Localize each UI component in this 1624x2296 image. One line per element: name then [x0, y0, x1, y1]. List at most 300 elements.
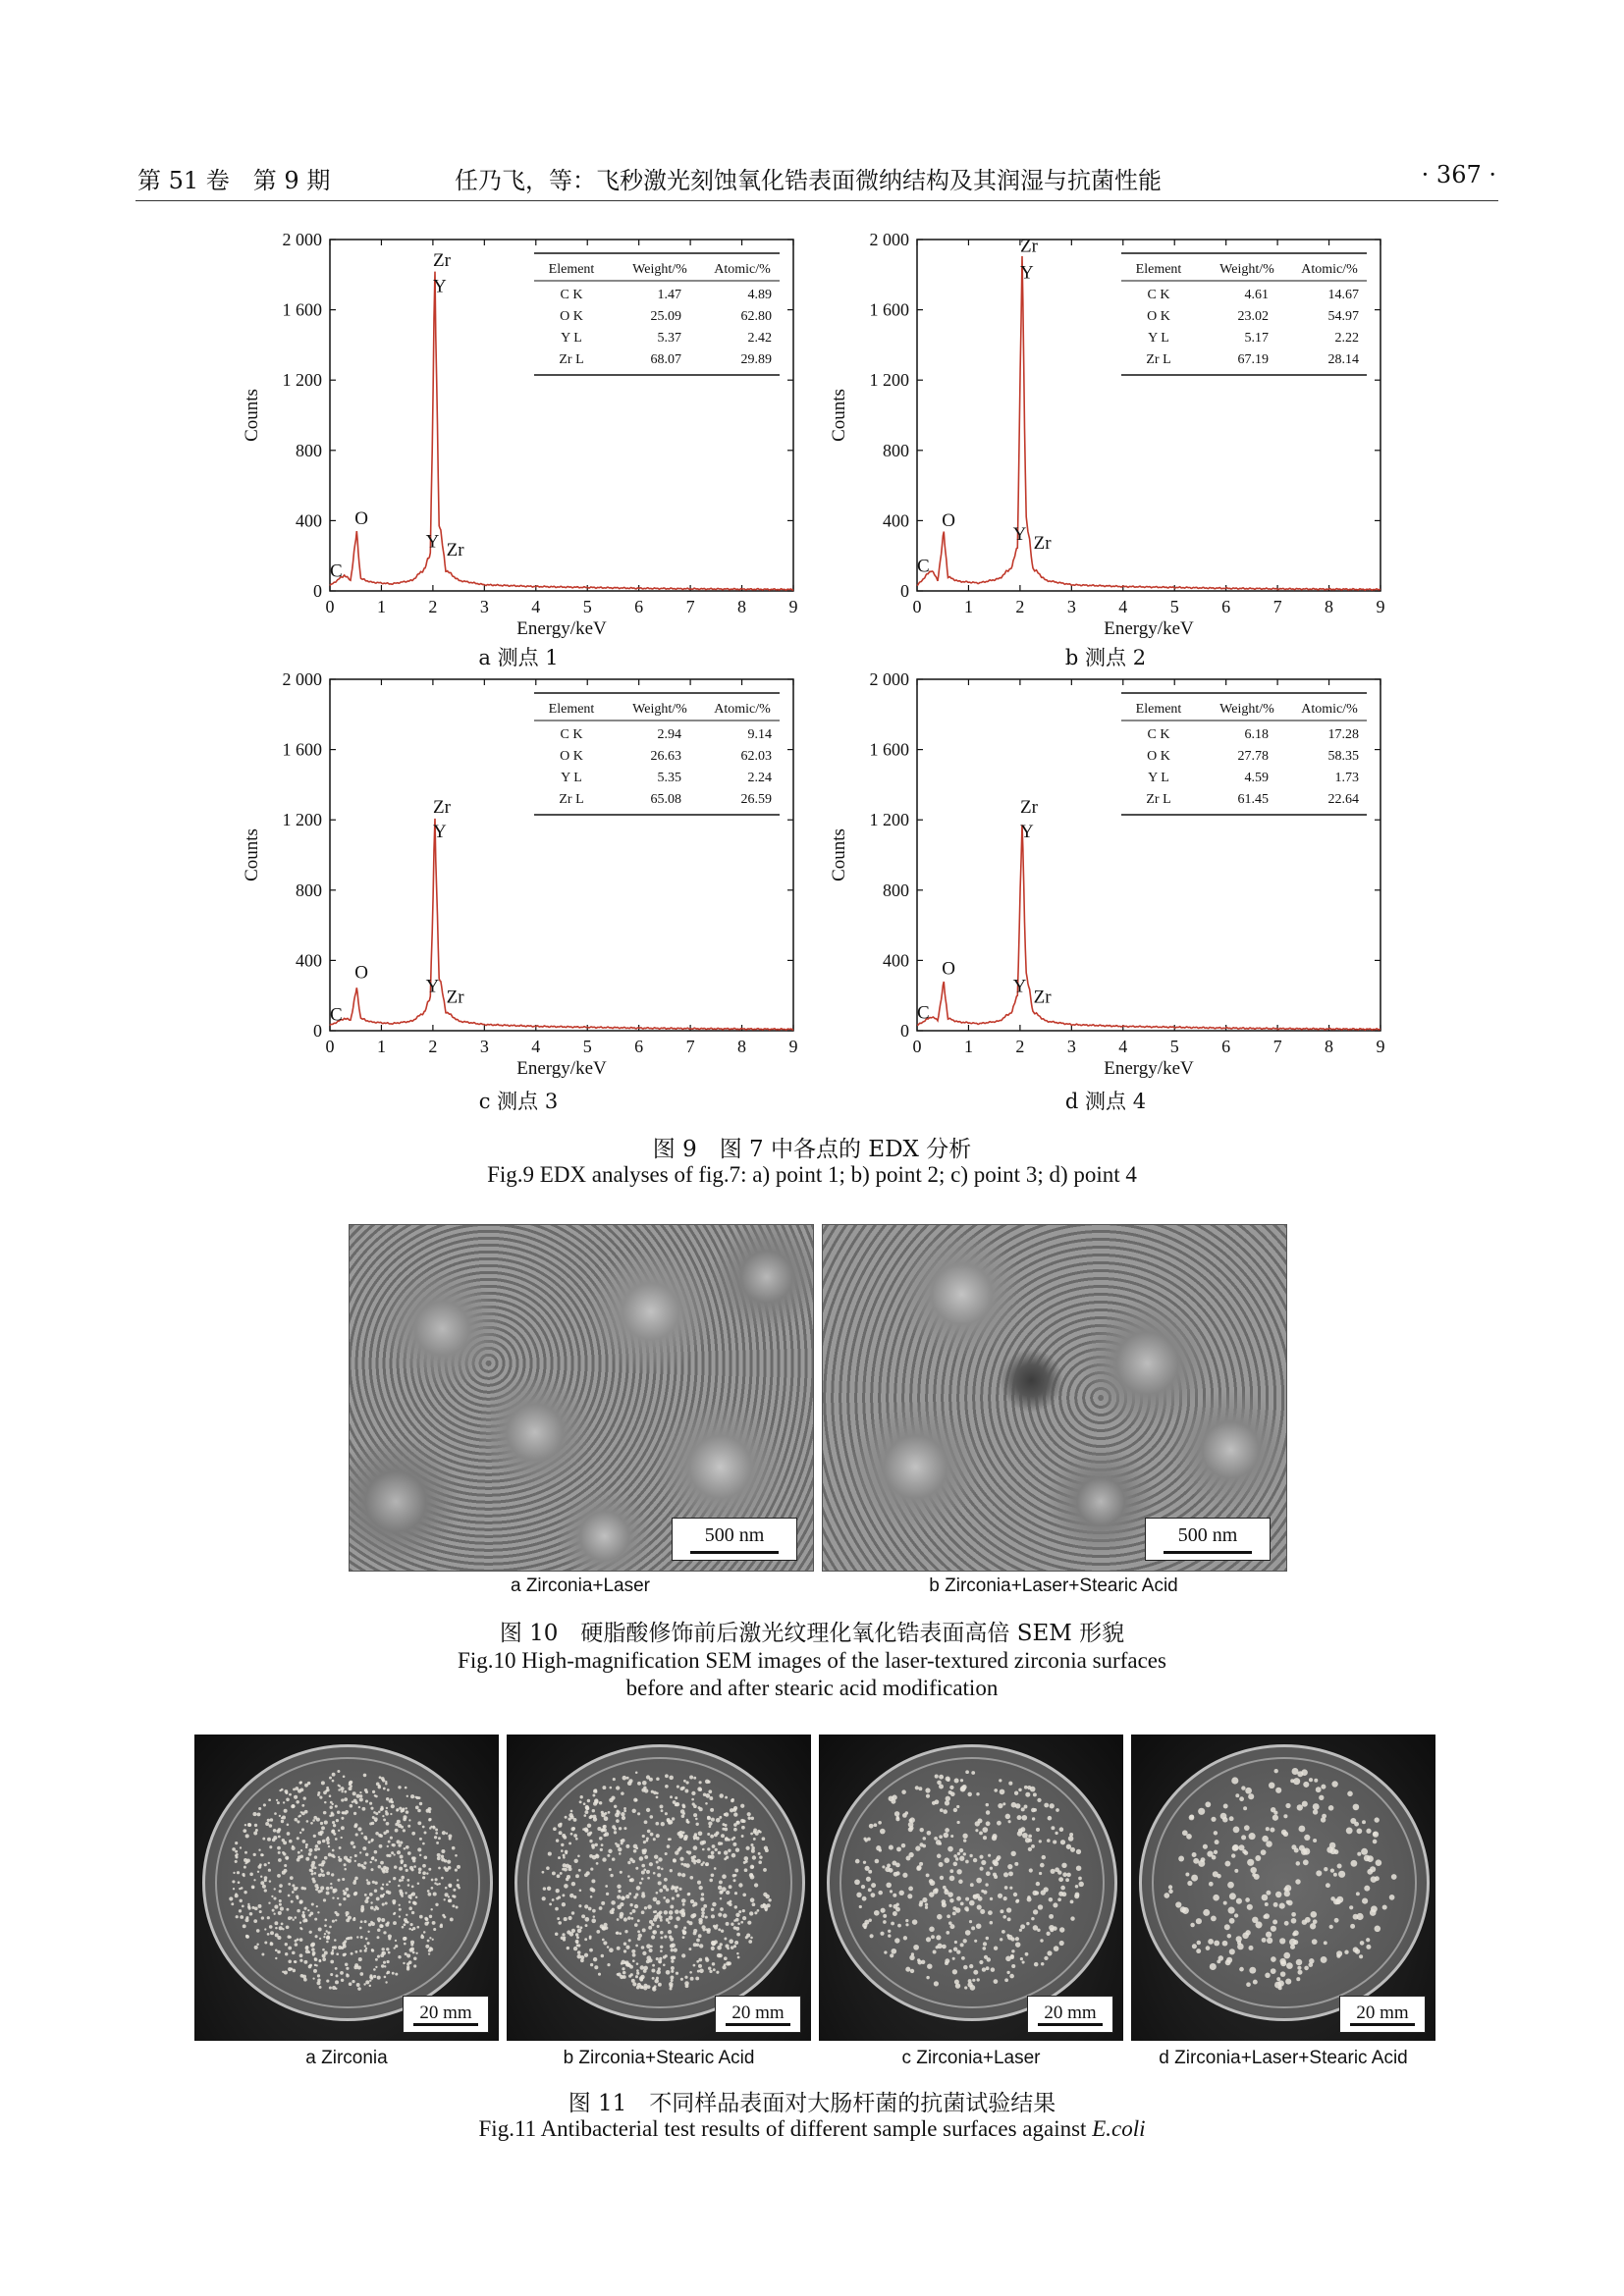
bacterial-colony	[1262, 1938, 1267, 1943]
bacterial-colony	[1213, 1895, 1219, 1901]
bacterial-colony	[314, 1964, 317, 1967]
peak-label: Y	[425, 976, 440, 997]
bacterial-colony	[587, 1824, 591, 1828]
bacterial-colony	[894, 1938, 899, 1943]
bacterial-colony	[986, 1803, 989, 1806]
bacterial-colony	[623, 1971, 626, 1975]
bacterial-colony	[963, 1965, 968, 1970]
bacterial-colony	[627, 1861, 630, 1864]
bacterial-colony	[958, 1880, 963, 1885]
scale-bar	[1027, 1996, 1113, 2033]
bacterial-colony	[612, 1908, 616, 1912]
bacterial-colony	[575, 1941, 578, 1944]
bacterial-colony	[415, 1806, 419, 1810]
bacterial-colony	[289, 1936, 292, 1939]
bacterial-colony	[312, 1819, 315, 1822]
bacterial-colony	[641, 1864, 645, 1868]
bacterial-colony	[231, 1902, 234, 1905]
bacterial-colony	[337, 1811, 340, 1814]
bacterial-colony	[688, 1948, 691, 1950]
bacterial-colony	[1028, 1839, 1032, 1842]
bacterial-colony	[350, 1785, 352, 1788]
table-cell-element: O K	[560, 309, 583, 324]
bacterial-colony	[633, 1798, 637, 1802]
bacterial-colony	[355, 1801, 358, 1804]
bacterial-colony	[408, 1906, 412, 1910]
bacterial-colony	[1009, 1887, 1012, 1890]
bacterial-colony	[370, 1921, 373, 1924]
bacterial-colony	[357, 1965, 361, 1969]
bacterial-colony	[288, 1960, 292, 1964]
table-header: Atomic/%	[714, 262, 771, 277]
bacterial-colony	[272, 1839, 276, 1842]
bacterial-colony	[971, 1926, 975, 1930]
bacterial-colony	[393, 1921, 397, 1925]
bacterial-colony	[1296, 1861, 1301, 1866]
bacterial-colony	[590, 1963, 593, 1966]
bacterial-colony	[388, 1937, 391, 1940]
bacterial-colony	[302, 1975, 306, 1979]
bacterial-colony	[278, 1836, 281, 1839]
bacterial-colony	[326, 1935, 330, 1939]
bacterial-colony	[1302, 1801, 1308, 1807]
bacterial-colony	[399, 1867, 403, 1871]
bacterial-colony	[561, 1849, 564, 1852]
bacterial-colony	[585, 1924, 588, 1927]
petri-dish-zirconia	[194, 1735, 499, 2041]
bacterial-colony	[693, 1777, 696, 1780]
bacterial-colony	[930, 1880, 936, 1886]
bacterial-colony	[956, 1869, 961, 1874]
bacterial-colony	[404, 1923, 406, 1926]
edx-plot	[819, 228, 1408, 640]
bacterial-colony	[295, 1940, 298, 1943]
bacterial-colony	[440, 1923, 443, 1926]
x-tick-label: 5	[1169, 1037, 1179, 1056]
bacterial-colony	[245, 1834, 249, 1838]
bacterial-colony	[1203, 1844, 1208, 1849]
bacterial-colony	[745, 1846, 749, 1850]
bacterial-colony	[388, 1951, 391, 1954]
bacterial-colony	[649, 1778, 653, 1782]
bacterial-colony	[644, 1855, 648, 1859]
bacterial-colony	[369, 1893, 373, 1896]
bacterial-colony	[248, 1823, 251, 1826]
bacterial-colony	[285, 1952, 288, 1955]
bacterial-colony	[1326, 1883, 1330, 1888]
bacterial-colony	[734, 1869, 738, 1873]
bacterial-colony	[607, 1946, 610, 1949]
bacterial-colony	[298, 1815, 301, 1818]
bacterial-colony	[375, 1820, 377, 1822]
bacterial-colony	[682, 1911, 685, 1914]
table-cell-atomic: 22.64	[1327, 792, 1359, 807]
bacterial-colony	[332, 1780, 335, 1783]
bacterial-colony	[345, 1962, 349, 1966]
bacterial-colony	[1014, 1791, 1018, 1795]
bacterial-colony	[601, 1843, 604, 1846]
y-tick-label: 1 600	[869, 739, 909, 760]
bacterial-colony	[720, 1897, 723, 1900]
bacterial-colony	[637, 1812, 640, 1815]
bacterial-colony	[270, 1818, 274, 1822]
bacterial-colony	[375, 1795, 378, 1798]
bacterial-colony	[922, 1897, 927, 1902]
y-tick-label: 0	[900, 1021, 909, 1041]
bacterial-colony	[656, 1834, 660, 1838]
bacterial-colony	[1353, 1804, 1360, 1811]
bacterial-colony	[923, 1837, 927, 1841]
bacterial-colony	[456, 1906, 459, 1909]
table-cell-atomic: 14.67	[1327, 288, 1359, 302]
petri-dish-zirconia-laser-stearic	[1131, 1735, 1435, 2041]
bacterial-colony	[405, 1892, 406, 1894]
bacterial-colony	[699, 1920, 703, 1924]
bacterial-colony	[329, 1986, 332, 1989]
bacterial-colony	[902, 1813, 907, 1818]
bacterial-colony	[406, 1921, 409, 1924]
scale-bar-label: 20 mm	[1356, 2002, 1409, 2023]
bacterial-colony	[383, 1832, 386, 1835]
bacterial-colony	[1231, 1777, 1238, 1784]
bacterial-colony	[556, 1839, 559, 1842]
bacterial-colony	[571, 1882, 575, 1886]
bacterial-colony	[729, 1885, 732, 1889]
bacterial-colony	[656, 1957, 659, 1960]
bacterial-colony	[700, 1897, 704, 1901]
bacterial-colony	[369, 1861, 371, 1863]
bacterial-colony	[1078, 1877, 1082, 1881]
bacterial-colony	[286, 1925, 290, 1929]
bacterial-colony	[654, 1910, 657, 1913]
x-tick-label: 9	[1376, 1037, 1385, 1056]
bacterial-colony	[673, 1858, 677, 1862]
bacterial-colony	[733, 1945, 736, 1948]
bacterial-colony	[1301, 1849, 1307, 1855]
bacterial-colony	[1025, 1792, 1030, 1797]
bacterial-colony	[381, 1964, 384, 1967]
x-tick-label: 6	[1221, 597, 1231, 616]
scale-bar-label: 20 mm	[1044, 2002, 1097, 2023]
bacterial-colony	[625, 1844, 629, 1848]
bacterial-colony	[1234, 1913, 1238, 1917]
bacterial-colony	[605, 1885, 608, 1888]
bacterial-colony	[996, 1857, 1000, 1861]
bacterial-colony	[647, 1904, 652, 1909]
bacterial-colony	[341, 1837, 343, 1839]
bacterial-colony	[871, 1893, 876, 1897]
bacterial-colony	[413, 1865, 416, 1868]
bacterial-colony	[671, 1970, 674, 1973]
bacterial-colony	[652, 1987, 656, 1991]
bacterial-colony	[612, 1857, 616, 1861]
bacterial-colony	[1048, 1816, 1053, 1821]
bacterial-colony	[370, 1906, 374, 1910]
bacterial-colony	[399, 1904, 401, 1906]
bacterial-colony	[757, 1909, 760, 1912]
bacterial-colony	[322, 1840, 326, 1843]
bacterial-colony	[1349, 1905, 1353, 1909]
bacterial-colony	[331, 1830, 335, 1834]
table-cell-weight: 6.18	[1244, 727, 1269, 742]
edx-plot	[819, 667, 1408, 1080]
bacterial-colony	[1280, 1971, 1286, 1977]
bacterial-colony	[1366, 1938, 1370, 1942]
bacterial-colony	[980, 1909, 985, 1914]
bacterial-colony	[1267, 1938, 1272, 1944]
peak-label: O	[354, 962, 369, 984]
bacterial-colony	[268, 1902, 270, 1904]
bacterial-colony	[553, 1827, 557, 1831]
bacterial-colony	[637, 1930, 640, 1933]
bacterial-colony	[385, 1981, 387, 1983]
bacterial-colony	[712, 1844, 716, 1848]
bacterial-colony	[641, 1789, 645, 1792]
bacterial-colony	[667, 1844, 671, 1848]
bacterial-colony	[678, 1846, 682, 1850]
x-tick-label: 7	[1272, 597, 1282, 616]
bacterial-colony	[660, 1919, 663, 1922]
bacterial-colony	[1047, 1839, 1051, 1842]
table-header: Element	[548, 702, 595, 717]
bacterial-colony	[637, 1782, 641, 1786]
bacterial-colony	[627, 1875, 630, 1878]
bacterial-colony	[336, 1952, 339, 1955]
bacterial-colony	[317, 1981, 321, 1985]
bacterial-colony	[371, 1857, 374, 1860]
bacterial-colony	[394, 1865, 398, 1869]
bacterial-colony	[326, 1980, 329, 1983]
table-cell-weight: 25.09	[650, 309, 681, 324]
bacterial-colony	[376, 1896, 380, 1900]
bacterial-colony	[656, 1778, 660, 1782]
bacterial-colony	[288, 1895, 291, 1897]
bacterial-colony	[934, 1837, 938, 1841]
bacterial-colony	[263, 1803, 266, 1806]
bacterial-colony	[970, 1985, 976, 1991]
bacterial-colony	[345, 1888, 349, 1892]
bacterial-colony	[319, 1938, 321, 1940]
peak-label: Zr	[1019, 236, 1038, 257]
bacterial-colony	[671, 1966, 675, 1970]
bacterial-colony	[345, 1810, 349, 1814]
bacterial-colony	[699, 1781, 702, 1784]
bacterial-colony	[429, 1915, 432, 1918]
bacterial-colony	[1011, 1851, 1016, 1856]
bacterial-colony	[1070, 1916, 1074, 1920]
bacterial-colony	[322, 1953, 326, 1957]
bacterial-colony	[724, 1956, 728, 1960]
bacterial-colony	[573, 1947, 577, 1950]
bacterial-colony	[352, 1801, 353, 1803]
bacterial-colony	[736, 1933, 740, 1937]
bacterial-colony	[874, 1910, 880, 1916]
bacterial-colony	[338, 1946, 342, 1949]
bacterial-colony	[279, 1884, 283, 1888]
bacterial-colony	[594, 1798, 598, 1802]
bacterial-colony	[339, 1846, 342, 1849]
bacterial-colony	[364, 1949, 367, 1952]
bacterial-colony	[391, 1851, 394, 1854]
bacterial-colony	[253, 1919, 257, 1923]
bacterial-colony	[318, 1959, 321, 1962]
scale-bar-line	[1350, 2023, 1415, 2026]
bacterial-colony	[369, 1975, 373, 1979]
bacterial-colony	[1029, 1868, 1033, 1872]
bacterial-colony	[448, 1866, 452, 1870]
bacterial-colony	[1025, 1952, 1029, 1956]
bacterial-colony	[313, 1835, 316, 1838]
bacterial-colony	[1018, 1789, 1021, 1791]
bacterial-colony	[380, 1861, 384, 1865]
bacterial-colony	[328, 1845, 330, 1847]
bacterial-colony	[1333, 1849, 1338, 1854]
bacterial-colony	[1005, 1814, 1010, 1819]
bacterial-colony	[367, 1942, 370, 1945]
bacterial-colony	[642, 1781, 647, 1786]
bacterial-colony	[994, 1875, 998, 1879]
bacterial-colony	[400, 1892, 404, 1896]
bacterial-colony	[707, 1847, 710, 1850]
x-tick-label: 2	[428, 597, 438, 616]
bacterial-colony	[437, 1856, 441, 1860]
bacterial-colony	[594, 1843, 597, 1846]
y-tick-label: 1 200	[869, 370, 909, 391]
bacterial-colony	[316, 1818, 320, 1822]
bacterial-colony	[722, 1965, 726, 1969]
bacterial-colony	[258, 1807, 261, 1810]
bacterial-colony	[726, 1856, 729, 1859]
bacterial-colony	[331, 1812, 334, 1815]
bacterial-colony	[683, 1927, 686, 1930]
bacterial-colony	[347, 1894, 351, 1897]
bacterial-colony	[269, 1824, 273, 1828]
bacterial-colony	[413, 1957, 417, 1961]
bacterial-colony	[1205, 1801, 1211, 1807]
bacterial-colony	[1324, 1867, 1327, 1871]
bacterial-colony	[399, 1908, 402, 1911]
bacterial-colony	[232, 1847, 236, 1851]
bacterial-colony	[388, 1841, 391, 1843]
bacterial-colony	[616, 1786, 620, 1789]
bacterial-colony	[926, 1794, 930, 1798]
bacterial-colony	[712, 1962, 715, 1965]
x-tick-label: 4	[1118, 597, 1128, 616]
bacterial-colony	[635, 1867, 638, 1870]
bacterial-colony	[719, 1793, 723, 1797]
bacterial-colony	[264, 1879, 267, 1882]
bacterial-colony	[913, 1945, 919, 1950]
bacterial-colony	[317, 1841, 321, 1844]
bacterial-colony	[752, 1855, 756, 1859]
bacterial-colony	[1286, 1900, 1290, 1904]
bacterial-colony	[953, 1862, 958, 1867]
bacterial-colony	[1313, 1803, 1320, 1810]
bacterial-colony	[407, 1825, 410, 1828]
bacterial-colony	[379, 1776, 382, 1779]
bacterial-colony	[937, 1914, 943, 1920]
edx-chart-point-4	[819, 667, 1408, 1119]
bacterial-colony	[276, 1799, 278, 1801]
bacterial-colony	[254, 1824, 257, 1827]
bacterial-colony	[628, 1974, 631, 1977]
bacterial-colony	[1021, 1815, 1027, 1821]
bacterial-colony	[312, 1951, 316, 1955]
bacterial-colony	[246, 1861, 248, 1863]
bacterial-colony	[637, 1919, 640, 1922]
bacterial-colony	[418, 1867, 422, 1871]
bacterial-colony	[695, 1977, 699, 1981]
bacterial-colony	[632, 1982, 636, 1986]
bacterial-colony	[1168, 1890, 1173, 1895]
bacterial-colony	[1314, 1779, 1318, 1783]
x-tick-label: 7	[1272, 1037, 1282, 1056]
bacterial-colony	[654, 1854, 658, 1858]
bacterial-colony	[1229, 1949, 1235, 1954]
bacterial-colony	[646, 1838, 649, 1841]
bacterial-colony	[573, 1818, 577, 1822]
bacterial-colony	[555, 1907, 559, 1911]
bacterial-colony	[601, 1829, 605, 1833]
bacterial-colony	[1313, 1839, 1317, 1842]
bacterial-colony	[428, 1819, 431, 1822]
bacterial-colony	[752, 1902, 756, 1906]
spectrum-line	[330, 819, 793, 1030]
bacterial-colony	[372, 1790, 375, 1793]
bacterial-colony	[1040, 1939, 1043, 1942]
bacterial-colony	[1217, 1874, 1221, 1879]
bacterial-colony	[940, 1808, 944, 1812]
bacterial-colony	[919, 1900, 923, 1904]
bacterial-colony	[707, 1781, 710, 1784]
bacterial-colony	[298, 1855, 301, 1859]
bacterial-colony	[419, 1915, 423, 1919]
bacterial-colony	[359, 1794, 362, 1797]
bacterial-colony	[283, 1852, 286, 1855]
panel-label: b 测点 2	[1064, 646, 1147, 669]
bacterial-colony	[324, 1856, 328, 1860]
bacterial-colony	[750, 1865, 754, 1869]
bacterial-colony	[320, 1834, 322, 1836]
bacterial-colony	[427, 1921, 429, 1923]
bacterial-colony	[1196, 1918, 1202, 1924]
bacterial-colony	[631, 1809, 635, 1813]
bacterial-colony	[1328, 1805, 1334, 1811]
bacterial-colony	[768, 1898, 771, 1901]
bacterial-colony	[979, 1831, 983, 1835]
bacterial-colony	[623, 1827, 626, 1830]
bacterial-colony	[1020, 1827, 1025, 1832]
bacterial-colony	[432, 1939, 434, 1941]
bacterial-colony	[262, 1885, 266, 1889]
bacterial-colony	[384, 1965, 386, 1967]
bacterial-colony	[338, 1858, 342, 1862]
bacterial-colony	[441, 1877, 444, 1880]
bacterial-colony	[405, 1807, 406, 1809]
bacterial-colony	[917, 1958, 920, 1961]
sem-label-b: b Zirconia+Laser+Stearic Acid	[929, 1575, 1178, 1596]
bacterial-colony	[330, 1883, 332, 1885]
bacterial-colony	[1197, 1941, 1201, 1945]
bacterial-colony	[321, 1781, 325, 1785]
bacterial-colony	[429, 1827, 432, 1830]
bacterial-colony	[267, 1838, 271, 1842]
bacterial-colony	[375, 1905, 378, 1908]
bacterial-colony	[233, 1888, 235, 1890]
bacterial-colony	[653, 1897, 658, 1902]
bacterial-colony	[340, 1971, 344, 1975]
bacterial-colony	[1222, 1941, 1228, 1947]
